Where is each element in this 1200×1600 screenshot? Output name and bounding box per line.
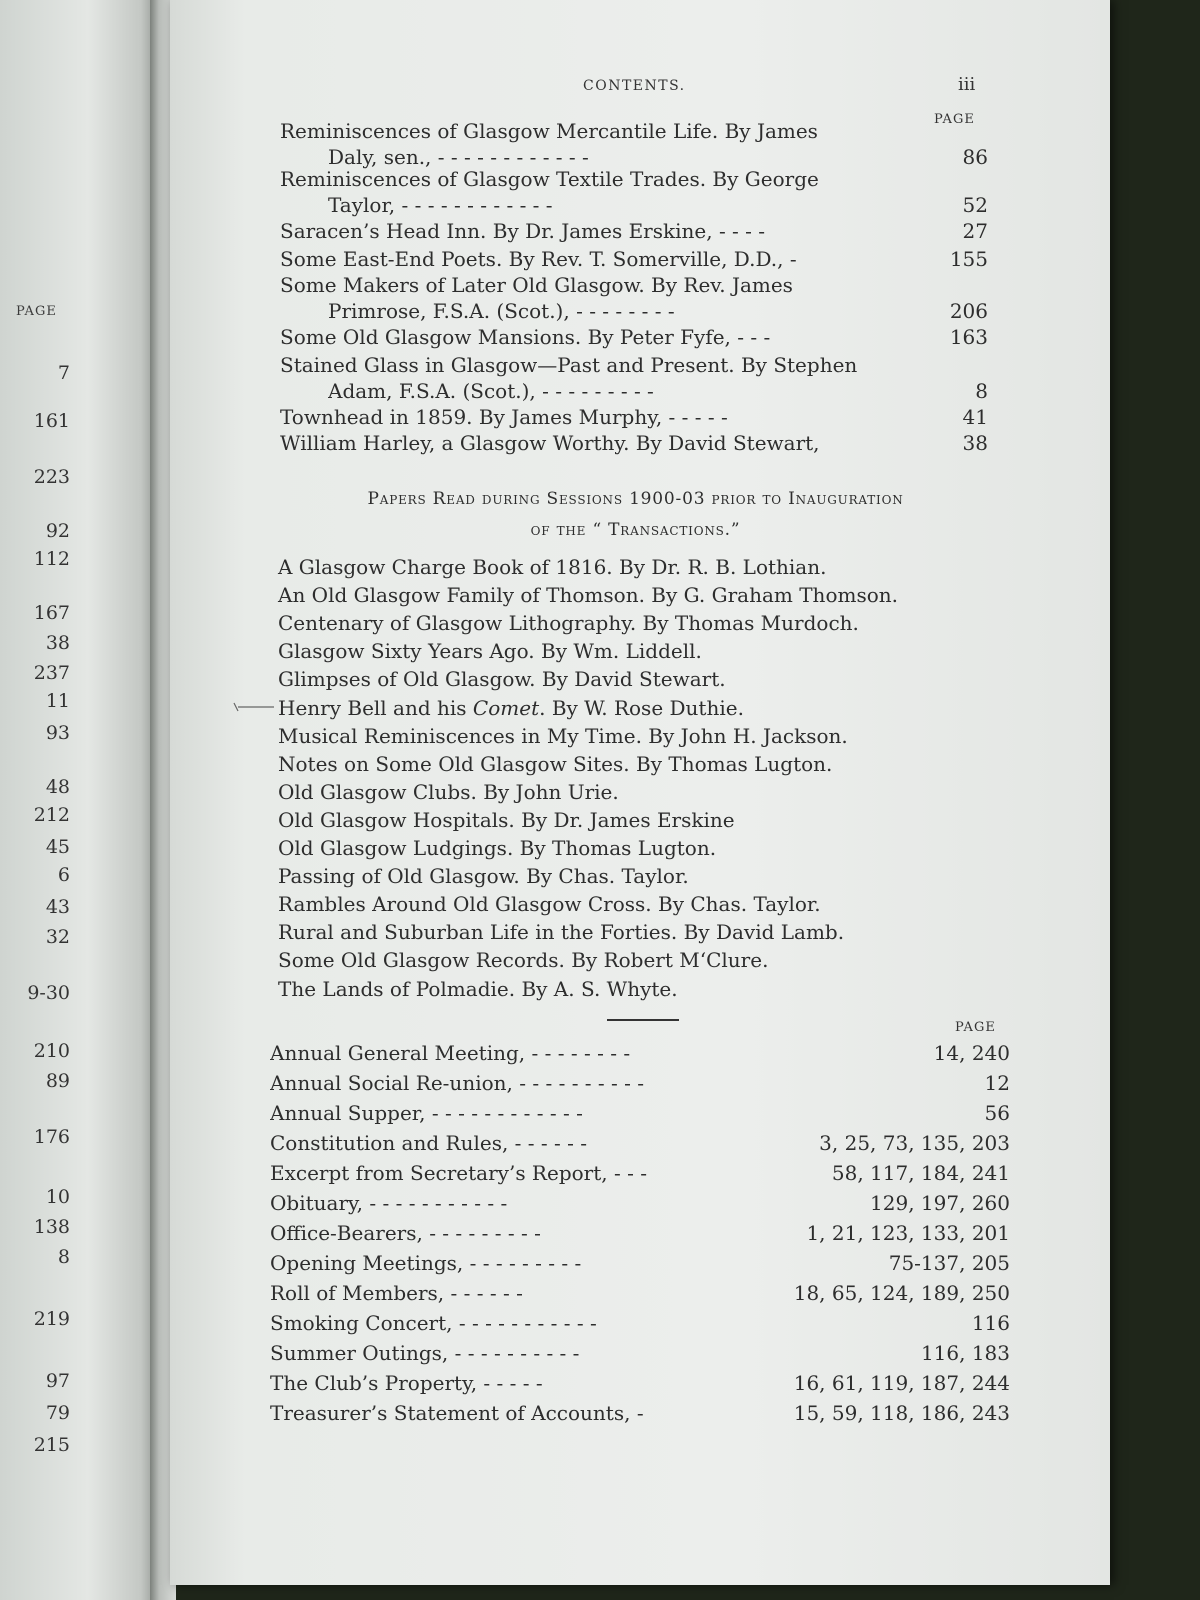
index-entry-pages: 129, 197, 260: [870, 1191, 1010, 1215]
paper-item: Rural and Suburban Life in the Forties. By David Lamb.: [278, 920, 845, 945]
contents-entry-text: William Harley, a Glasgow Worthy. By David Stewart,: [280, 431, 820, 455]
left-page-number: 8: [57, 1246, 70, 1268]
paper-item: Old Glasgow Hospitals. By Dr. James Erskine: [278, 807, 735, 832]
contents-entry-text: Primrose, F.S.A. (Scot.), - - - - - - - -: [328, 299, 675, 323]
left-page-number: 237: [33, 662, 70, 684]
contents-entry-text: Daly, sen., - - - - - - - - - - - -: [328, 145, 589, 169]
index-entry-label: Summer Outings, - - - - - - - - - -: [270, 1341, 580, 1365]
index-entry: [270, 1280, 1010, 1306]
contents-entry-text: Saracen’s Head Inn. By Dr. James Erskine, - - - -: [280, 219, 766, 243]
contents-entry-page: 8: [975, 379, 988, 403]
left-page-number: 167: [33, 602, 70, 624]
index-entry-label: Annual General Meeting, - - - - - - - -: [270, 1041, 631, 1065]
left-page-number: 43: [45, 896, 70, 918]
contents-entry-line: [280, 430, 988, 456]
contents-entry-line: [328, 378, 988, 404]
index-entry-pages: 58, 117, 184, 241: [831, 1161, 1010, 1185]
index-entry: [270, 1190, 1010, 1216]
contents-entry-line: [280, 404, 988, 430]
paper-item: Glimpses of Old Glasgow. By David Stewart.: [278, 667, 726, 692]
left-page-number: 79: [45, 1402, 70, 1424]
pencil-mark-icon: [232, 701, 276, 713]
contents-entry-line: [328, 298, 988, 324]
left-page-number: 176: [33, 1126, 70, 1148]
left-page-number: 32: [45, 926, 70, 948]
contents-entry-page: 38: [962, 431, 988, 455]
contents-entry-text: Adam, F.S.A. (Scot.), - - - - - - - - -: [328, 379, 654, 403]
paper-item-part: Henry Bell and his: [278, 695, 473, 720]
contents-entry-page: 27: [962, 219, 988, 243]
papers-heading-line2: of the “ Transactions.”: [530, 520, 741, 540]
left-page-number: 6: [57, 864, 70, 886]
contents-entry-line: [280, 352, 988, 378]
paper-item-part: . By W. Rose Duthie.: [539, 695, 744, 720]
paper-item: Passing of Old Glasgow. By Chas. Taylor.: [278, 864, 689, 889]
contents-entry-line: [280, 324, 988, 350]
index-entry-label: Obituary, - - - - - - - - - - -: [270, 1191, 508, 1215]
paper-item: Rambles Around Old Glasgow Cross. By Chas. Taylor.: [278, 892, 821, 917]
index-entry: [270, 1340, 1010, 1366]
index-entry-label: Opening Meetings, - - - - - - - - -: [270, 1251, 582, 1275]
index-entry: [270, 1070, 1010, 1096]
index-entry-pages: 16, 61, 119, 187, 244: [793, 1371, 1010, 1395]
left-page-number: 9-30: [27, 982, 70, 1004]
contents-entry-text: Some East-End Poets. By Rev. T. Somerville, D.D., -: [280, 247, 797, 271]
index-entry: [270, 1400, 1010, 1426]
left-page-number: 10: [45, 1186, 70, 1208]
paper-item: Some Old Glasgow Records. By Robert M‘Clure.: [278, 948, 769, 973]
contents-entry-text: Townhead in 1859. By James Murphy, - - - - -: [280, 405, 728, 429]
paper-item: Glasgow Sixty Years Ago. By Wm. Liddell.: [278, 639, 702, 664]
index-entry-pages: 15, 59, 118, 186, 243: [793, 1401, 1010, 1425]
left-page-number: 45: [45, 836, 70, 858]
section-divider: [607, 1019, 679, 1021]
left-page: [0, 0, 160, 1600]
index-entry-pages: 116, 183: [920, 1341, 1010, 1365]
index-entry-pages: 56: [984, 1101, 1010, 1125]
left-page-number: 215: [33, 1434, 70, 1456]
contents-entry-text: Reminiscences of Glasgow Textile Trades. By George: [280, 167, 819, 191]
contents-entry-line: [328, 192, 988, 218]
left-page-number: 48: [45, 776, 70, 798]
contents-entry-line: [280, 246, 988, 272]
contents-entry-page: 206: [949, 299, 988, 323]
paper-item: Old Glasgow Ludgings. By Thomas Lugton.: [278, 836, 717, 860]
index-entry-pages: 75-137, 205: [888, 1251, 1010, 1275]
left-page-number: 89: [45, 1070, 70, 1092]
left-page-number: 112: [33, 548, 70, 570]
page-title: CONTENTS.: [583, 78, 686, 94]
index-entry-pages: 116: [971, 1311, 1010, 1335]
papers-heading-line1: Papers Read during Sessions 1900-03 prior to Inauguration: [367, 489, 904, 509]
left-page-number: 92: [45, 520, 70, 542]
left-page-number: 7: [57, 362, 70, 384]
contents-entry-page: 41: [962, 405, 988, 429]
index-entry-label: Office-Bearers, - - - - - - - - -: [270, 1221, 541, 1245]
left-page-number: 38: [45, 632, 70, 654]
contents-entry-text: Some Makers of Later Old Glasgow. By Rev. James: [280, 273, 793, 297]
paper-item: [278, 695, 744, 721]
contents-entry-text: Taylor, - - - - - - - - - - - -: [328, 193, 553, 217]
paper-item-part: Comet: [472, 695, 540, 720]
index-entry-label: Constitution and Rules, - - - - - -: [270, 1131, 588, 1155]
index-entry-label: Annual Social Re-union, - - - - - - - - - -: [270, 1071, 645, 1095]
contents-entry-text: Reminiscences of Glasgow Mercantile Life. By James: [280, 119, 818, 143]
left-page-number: 219: [33, 1308, 70, 1330]
contents-entry-line: [280, 272, 988, 298]
contents-entry-line: [280, 166, 988, 192]
paper-item: An Old Glasgow Family of Thomson. By G. Graham Thomson.: [278, 583, 898, 608]
left-page-number: 138: [33, 1216, 70, 1238]
index-entry-pages: 18, 65, 124, 189, 250: [793, 1281, 1010, 1305]
index-entry-label: Roll of Members, - - - - - -: [270, 1281, 523, 1305]
index-entry-label: Smoking Concert, - - - - - - - - - - -: [270, 1311, 597, 1335]
contents-entry-line: [280, 218, 988, 244]
left-page-number: 210: [33, 1040, 70, 1062]
index-entry: [270, 1100, 1010, 1126]
left-page-number: 161: [33, 410, 70, 432]
left-page-number: 11: [45, 690, 70, 712]
index-page-column-label: PAGE: [955, 1020, 996, 1035]
index-entry-label: Treasurer’s Statement of Accounts, -: [270, 1401, 644, 1425]
index-entry-label: Annual Supper, - - - - - - - - - - - -: [270, 1101, 583, 1125]
index-entry-pages: 1, 21, 123, 133, 201: [806, 1221, 1010, 1245]
index-entry: [270, 1160, 1010, 1186]
contents-entry-page: 155: [949, 247, 988, 271]
paper-item: Centenary of Glasgow Lithography. By Thomas Murdoch.: [278, 611, 859, 636]
index-entry-label: The Club’s Property, - - - - -: [270, 1371, 543, 1395]
contents-page-column-label: PAGE: [934, 112, 975, 127]
paper-item: A Glasgow Charge Book of 1816. By Dr. R. B. Lothian.: [278, 555, 827, 579]
contents-entry-text: Stained Glass in Glasgow—Past and Present. By Stephen: [280, 353, 858, 377]
index-entry-pages: 3, 25, 73, 135, 203: [819, 1131, 1010, 1155]
contents-entry-page: 86: [962, 145, 988, 169]
left-page-label: PAGE: [16, 304, 57, 319]
left-page-number: 223: [33, 466, 70, 488]
index-entry: [270, 1370, 1010, 1396]
left-page-number: 97: [45, 1370, 70, 1392]
index-entry: [270, 1250, 1010, 1276]
index-entry: [270, 1040, 1010, 1066]
paper-item: Musical Reminiscences in My Time. By John H. Jackson.: [278, 723, 848, 748]
page-folio: iii: [958, 74, 976, 95]
contents-entry-page: 52: [962, 193, 988, 217]
index-entry-pages: 12: [984, 1071, 1010, 1095]
paper-item: The Lands of Polmadie. By A. S. Whyte.: [278, 976, 678, 1001]
paper-item: Notes on Some Old Glasgow Sites. By Thomas Lugton.: [278, 751, 833, 776]
left-page-number: 212: [33, 804, 70, 826]
contents-entry-line: [280, 118, 988, 144]
index-entry-label: Excerpt from Secretary’s Report, - - -: [270, 1161, 647, 1185]
index-entry-pages: 14, 240: [933, 1041, 1010, 1065]
left-page-number: 93: [45, 722, 70, 744]
paper-item: Old Glasgow Clubs. By John Urie.: [278, 779, 619, 804]
index-entry: [270, 1310, 1010, 1336]
contents-entry-text: Some Old Glasgow Mansions. By Peter Fyfe, - - -: [280, 325, 771, 349]
index-entry: [270, 1130, 1010, 1156]
contents-entry-page: 163: [949, 325, 988, 349]
index-entry: [270, 1220, 1010, 1246]
